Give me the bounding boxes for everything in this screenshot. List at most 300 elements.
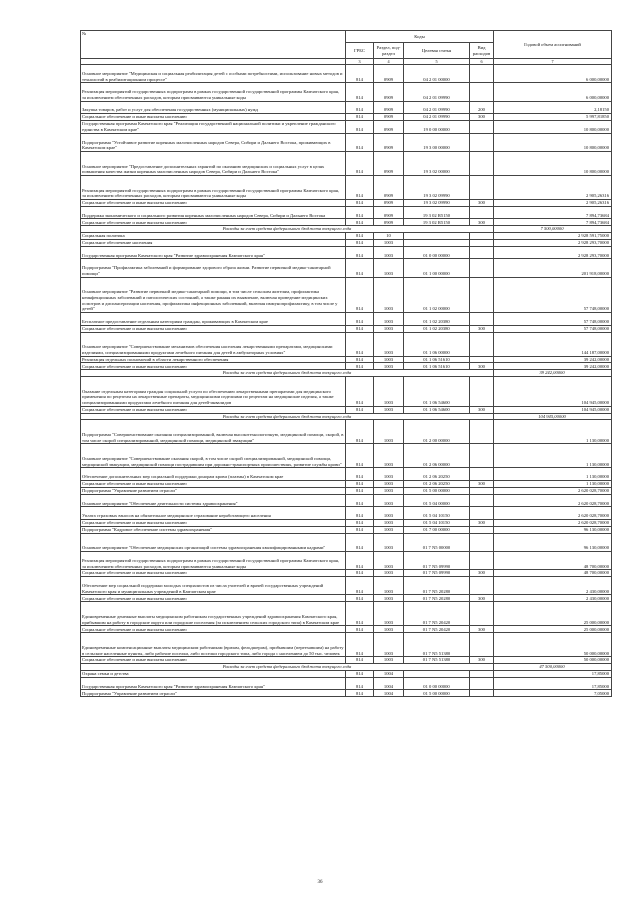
name-cell: Поддержка экономического и социального развития коренных малочисленных народов Севера, Сибири и Дальнего Востока [81,206,346,219]
name-cell: Основное мероприятие "Развитие первичной медико-санитарной помощи, в том числе сельским жителям, профилактика неинфекционных заболеваний и патологических состояний, а также ранняя их выявление, включая проведение медицинских осмотров и диспансеризации населения, профилактика инфекционных заболеваний, включая иммунопрофилактику, в том числе у детей" [81,277,346,312]
name-cell: Социальное обеспечение и иные выплаты населению [81,480,346,487]
section-cell: 1003 [374,657,404,664]
table-row [81,595,612,602]
target-cell: 01 5 00 00000 [404,690,470,697]
target-cell: 04 2 01 09990 [404,83,470,101]
table-row [81,657,612,664]
exptype-cell [470,83,494,101]
grbs-cell: 814 [346,626,374,633]
target-cell: 01 2 06 00000 [404,444,470,468]
exptype-cell [470,677,494,690]
table-row [81,494,612,507]
name-cell: Государственная программа Камчатского края "Развитие здравоохранения Камчатского края" [81,677,346,690]
grbs-cell: 814 [346,677,374,690]
section-cell: 1003 [374,570,404,577]
exptype-cell [470,332,494,356]
table-row [81,633,612,657]
table-row [81,487,612,494]
target-cell: 01 1 02 20380 [404,313,470,326]
exptype-cell [470,356,494,363]
grbs-cell: 814 [346,133,374,151]
section-cell: 1003 [374,494,404,507]
amount-cell: 2 620 028,70000 [494,494,612,507]
grbs-cell: 814 [346,175,374,199]
section-cell: 0909 [374,121,404,134]
section-cell: 1003 [374,526,404,533]
name-cell: Социальное обеспечение и иные выплаты населению [81,570,346,577]
amount-cell: 144 187,00000 [494,332,612,356]
header-section: Раздел, под-раздел [374,43,404,59]
target-cell: 01 1 06 00000 [404,332,470,356]
section-cell: 1003 [374,377,404,407]
amount-cell: 7 894,73684 [494,219,612,226]
section-cell: 1003 [374,480,404,487]
table-row [81,277,612,312]
name-cell: Социальное обеспечение и иные выплаты населению [81,114,346,121]
target-cell: 01 2 06 20250 [404,468,470,481]
exptype-cell [470,507,494,520]
target-cell [404,233,470,240]
name-cell: Социальное обеспечение и иные выплаты населению [81,406,346,413]
target-cell: 01 1 02 00000 [404,277,470,312]
amount-cell: 2 620 028,70000 [494,507,612,520]
name-cell: Основное мероприятие "Медицинская и социальная реабилитация детей с особыми потребностями, использование новых методов и технологий в реабилитационном процессе" [81,65,346,83]
grbs-cell: 814 [346,670,374,677]
amount-cell: 6 000,00000 [494,65,612,83]
exptype-cell [470,246,494,259]
exptype-cell [470,444,494,468]
exptype-cell: 300 [470,657,494,664]
table-row [81,570,612,577]
section-cell: 1003 [374,277,404,312]
table-row [81,121,612,134]
grbs-cell: 814 [346,533,374,551]
exptype-cell [470,690,494,697]
table-row [81,526,612,533]
name-cell: Подпрограмма "Совершенствование оказания специализированной, включая высокотехнологичную, медицинской помощи, скорой, в том числе скорой специализированной, медицинской помощи, медицинской эвакуации" [81,420,346,444]
amount-cell: 104 945,00000 [494,413,612,420]
amount-cell: 96 130,00000 [494,533,612,551]
name-cell: Реализация мероприятий государственных подпрограмм в рамках государственной государственной программы Камчатского края, за исключением обеспеченных расходов, которым присваиваются уникальные коды [81,552,346,570]
table-body [81,59,612,697]
section-cell: 1004 [374,677,404,690]
grbs-cell: 814 [346,332,374,356]
grbs-cell: 814 [346,151,374,175]
target-cell: 01 7 N5 20280 [404,595,470,602]
section-cell: 0909 [374,199,404,206]
target-cell: 19 0 00 00000 [404,121,470,134]
grbs-cell: 814 [346,121,374,134]
name-cell: Реализация мероприятий государственных подпрограмм в рамках государственной государственной программы Камчатского края, за исключением обеспеченных расходов, которым присваиваются уникальные коды [81,175,346,199]
amount-cell: 57 748,00000 [494,325,612,332]
budget-table-sheet [80,30,611,697]
name-cell: Реализация отдельных полномочий в области лекарственного обеспечения [81,356,346,363]
grbs-cell: 814 [346,325,374,332]
header-amount: Годовой объем ассигнований [494,31,612,59]
name-cell: Бесплатное предоставление отдельным категориям граждан, проживающих в Камчатском крае [81,313,346,326]
section-cell: 0909 [374,114,404,121]
section-cell: 1003 [374,313,404,326]
grbs-cell: 814 [346,519,374,526]
target-cell: 01 7 N5 51380 [404,633,470,657]
amount-cell: 57 748,00000 [494,313,612,326]
name-cell: Социальное обеспечение и иные выплаты населению [81,219,346,226]
name-cell: Социальное обеспечение населения [81,239,346,246]
col-number-cell: 3 [346,59,374,65]
exptype-cell [470,602,494,626]
table-row [81,377,612,407]
table-row [81,552,612,570]
budget-table [80,30,612,697]
note-text: Расходы за счет средств федерального бюджета текущего года [81,664,494,671]
target-cell [404,670,470,677]
name-cell: Подпрограмма "Кадровое обеспечение системы здравоохранения" [81,526,346,533]
table-row [81,690,612,697]
section-cell: 1003 [374,577,404,595]
table-row [81,83,612,101]
amount-cell: 2 905,26316 [494,175,612,199]
header-num: № [81,31,346,59]
target-cell: 01 5 04 10150 [404,519,470,526]
target-cell: 01 1 06 54600 [404,377,470,407]
target-cell [404,239,470,246]
header-grbs: ГРБС [346,43,374,59]
table-row [81,677,612,690]
grbs-cell: 814 [346,239,374,246]
exptype-cell: 300 [470,480,494,487]
section-cell: 1003 [374,356,404,363]
section-cell: 0909 [374,133,404,151]
amount-cell: 2 905,26316 [494,199,612,206]
grbs-cell: 814 [346,313,374,326]
amount-cell: 2 430,00000 [494,577,612,595]
amount-cell: 25 000,00000 [494,626,612,633]
amount-cell: 96 130,00000 [494,526,612,533]
grbs-cell: 814 [346,114,374,121]
target-cell: 01 5 04 00000 [404,494,470,507]
target-cell: 01 7 N5 20280 [404,577,470,595]
grbs-cell: 814 [346,65,374,83]
name-cell: Государственная программа Камчатского края "Реализация государственной национальной политики и укрепление гражданского единства в Камчатском крае" [81,121,346,134]
section-cell: 1003 [374,363,404,370]
exptype-cell [470,233,494,240]
name-cell: Социальное обеспечение и иные выплаты населению [81,626,346,633]
table-row [81,670,612,677]
amount-cell: 1 130,00000 [494,444,612,468]
target-cell: 04 2 01 00000 [404,65,470,83]
amount-cell: 39 242,00000 [494,363,612,370]
table-row [81,65,612,83]
grbs-cell: 814 [346,233,374,240]
amount-cell: 50 000,00000 [494,633,612,657]
section-cell: 1003 [374,420,404,444]
exptype-cell [470,259,494,277]
table-row [81,219,612,226]
section-cell: 1003 [374,626,404,633]
exptype-cell [470,121,494,134]
target-cell: 01 7 N5 09990 [404,552,470,570]
amount-cell: 104 945,00000 [494,377,612,407]
target-cell: 04 2 01 09990 [404,101,470,114]
grbs-cell: 814 [346,507,374,520]
target-cell: 01 5 00 00000 [404,487,470,494]
exptype-cell: 200 [470,101,494,114]
name-cell: Реализация мероприятий государственных подпрограмм в рамках государственной государственной программы Камчатского края, за исключением обеспеченных расходов, которым присваиваются уникальные коды [81,83,346,101]
exptype-cell [470,277,494,312]
header-target: Целевая статья [404,43,470,59]
table-row [81,356,612,363]
grbs-cell: 814 [346,420,374,444]
section-cell: 1003 [374,239,404,246]
table-row [81,420,612,444]
name-cell: Социальное обеспечение и иные выплаты населению [81,657,346,664]
section-cell: 1003 [374,468,404,481]
table-row [81,577,612,595]
amount-cell: 47 500,00000 [494,664,612,671]
amount-cell: 104 945,00000 [494,406,612,413]
name-cell: Закупка товаров, работ и услуг для обеспечения государственных (муниципальных) нужд [81,101,346,114]
table-row [81,239,612,246]
amount-cell: 1 130,00000 [494,420,612,444]
target-cell: 04 2 01 09990 [404,114,470,121]
name-cell: Социальное обеспечение и иные выплаты населению [81,519,346,526]
note-text: Расходы за счет средств федерального бюджета текущего года [81,226,494,233]
exptype-cell [470,577,494,595]
amount-cell: 7,05000 [494,690,612,697]
grbs-cell: 814 [346,101,374,114]
section-cell: 1003 [374,533,404,551]
amount-cell: 50 000,00000 [494,657,612,664]
exptype-cell [470,377,494,407]
grbs-cell: 814 [346,633,374,657]
grbs-cell: 814 [346,494,374,507]
name-cell: Охрана семьи и детства [81,670,346,677]
name-cell: Основное мероприятие "Совершенствование оказания скорой, в том числе скорой специализированной, медицинской помощи, медицинской эвакуации, медицинской помощи пострадавшим при дорожно-транспортных происшествиях, развитие службы крови" [81,444,346,468]
target-cell: 01 1 06 51610 [404,363,470,370]
section-cell: 1004 [374,670,404,677]
table-row [81,325,612,332]
table-row [81,602,612,626]
section-cell: 1003 [374,633,404,657]
amount-cell: 39 242,00000 [494,356,612,363]
grbs-cell: 814 [346,83,374,101]
federal-funds-note-row [81,226,612,233]
exptype-cell: 300 [470,219,494,226]
grbs-cell: 814 [346,690,374,697]
section-cell: 0909 [374,206,404,219]
table-row [81,406,612,413]
exptype-cell [470,468,494,481]
amount-cell: 48 700,00000 [494,552,612,570]
grbs-cell: 814 [346,487,374,494]
exptype-cell [470,552,494,570]
target-cell: 01 2 00 00000 [404,420,470,444]
target-cell: 01 1 06 54600 [404,406,470,413]
target-cell: 01 7 N5 51380 [404,657,470,664]
col-number-cell: 4 [374,59,404,65]
exptype-cell [470,151,494,175]
amount-cell: 25 000,00000 [494,602,612,626]
grbs-cell: 814 [346,206,374,219]
amount-cell: 17,85000 [494,677,612,690]
amount-cell: 57 748,00000 [494,277,612,312]
amount-cell: 39 242,00000 [494,370,612,377]
grbs-cell: 814 [346,356,374,363]
amount-cell: 201 918,00000 [494,259,612,277]
name-cell: Государственная программа Камчатского края "Развитие здравоохранения Камчатского края" [81,246,346,259]
amount-cell: 2 928 293,70000 [494,246,612,259]
table-row [81,507,612,520]
col-number-cell: 6 [470,59,494,65]
grbs-cell: 814 [346,259,374,277]
table-row [81,114,612,121]
amount-cell: 5 997,81850 [494,114,612,121]
header-exptype: Вид расходов [470,43,494,59]
exptype-cell: 300 [470,114,494,121]
target-cell: 19 3 02 09990 [404,199,470,206]
amount-cell: 6 000,00000 [494,83,612,101]
table-row [81,246,612,259]
federal-funds-note-row [81,370,612,377]
table-row [81,313,612,326]
exptype-cell [470,633,494,657]
col-number-cell: 5 [404,59,470,65]
name-cell: Подпрограмма "Управление развитием отрасли" [81,487,346,494]
grbs-cell: 814 [346,219,374,226]
name-cell: Единовременные компенсационные выплаты медицинским работникам (врачам, фельдшерам), прибывшим (переехавшим) на работу в сельские населенные пункты, либо рабочие поселки, либо поселки городского типа, либо города с населением до 50 тыс. человек [81,633,346,657]
exptype-cell [470,239,494,246]
amount-cell: 2 430,00000 [494,595,612,602]
table-row [81,199,612,206]
name-cell: Уплата страховых взносов на обязательное медицинское страхование неработающего населения [81,507,346,520]
grbs-cell: 814 [346,406,374,413]
exptype-cell: 300 [470,363,494,370]
table-row [81,533,612,551]
table-row [81,175,612,199]
amount-cell: 2 620 028,70000 [494,519,612,526]
name-cell: Социальное обеспечение и иные выплаты населению [81,325,346,332]
section-cell: 1003 [374,325,404,332]
amount-cell: 2 928 591,75000 [494,233,612,240]
grbs-cell: 814 [346,602,374,626]
header-codes: Коды [346,31,494,43]
table-row [81,444,612,468]
amount-cell: 17,85000 [494,670,612,677]
exptype-cell [470,487,494,494]
section-cell: 1003 [374,507,404,520]
grbs-cell: 814 [346,377,374,407]
amount-cell: 1 130,00000 [494,468,612,481]
grbs-cell: 814 [346,199,374,206]
grbs-cell: 814 [346,657,374,664]
target-cell: 01 7 N5 09990 [404,570,470,577]
name-cell: Подпрограмма "Управление развитием отрасли" [81,690,346,697]
name-cell: Единовременные денежные выплаты медицинским работникам государственных учреждений здравоохранения Камчатского края, прибывшим на работу в городские округа или городские поселения (за исключением сельских городского типа) в Камчатском крае [81,602,346,626]
exptype-cell [470,133,494,151]
exptype-cell: 300 [470,406,494,413]
table-row [81,626,612,633]
target-cell: 01 0 00 00000 [404,246,470,259]
name-cell: Основное мероприятие "Обеспечение деятельности системы здравоохранения" [81,494,346,507]
table-row [81,519,612,526]
table-row [81,233,612,240]
target-cell: 01 7 N5 20420 [404,602,470,626]
federal-funds-note-row [81,664,612,671]
section-cell: 1004 [374,690,404,697]
section-cell: 1003 [374,406,404,413]
target-cell: 01 1 02 20380 [404,325,470,332]
section-cell: 0909 [374,151,404,175]
name-cell: Подпрограмма "Профилактика заболеваний и формирование здорового образа жизни. Развитие первичной медико-санитарной помощи" [81,259,346,277]
table-row [81,101,612,114]
amount-cell: 48 700,00000 [494,570,612,577]
grbs-cell: 814 [346,552,374,570]
table-row [81,151,612,175]
exptype-cell [470,526,494,533]
grbs-cell: 814 [346,480,374,487]
target-cell: 19 3 00 00000 [404,133,470,151]
page-number: 36 [317,880,323,885]
target-cell: 19 3 02 00000 [404,151,470,175]
exptype-cell [470,175,494,199]
amount-cell: 1 130,00000 [494,480,612,487]
exptype-cell: 300 [470,199,494,206]
name-cell: Основное мероприятие "Совершенствование механизмов обеспечения населения лекарственными препаратами, медицинскими изделиями, специализированными продуктами лечебного питания для детей в амбулаторных условиях" [81,332,346,356]
target-cell: 01 5 04 10150 [404,507,470,520]
section-cell: 0909 [374,83,404,101]
section-cell: 0909 [374,219,404,226]
table-row [81,332,612,356]
target-cell: 19 3 02 R5150 [404,219,470,226]
target-cell: 01 1 00 00000 [404,259,470,277]
amount-cell: 10 800,00000 [494,121,612,134]
target-cell: 01 7 N5 20420 [404,626,470,633]
name-cell: Социальное обеспечение и иные выплаты населению [81,595,346,602]
table-row [81,259,612,277]
name-cell: Социальная политика [81,233,346,240]
target-cell: 19 3 02 09990 [404,175,470,199]
section-cell: 10 [374,233,404,240]
name-cell: Социальное обеспечение и иные выплаты населению [81,363,346,370]
name-cell: Основное мероприятие "Предоставление дополнительных гарантий по оказанию медицинских и социальных услуг в целях повышения качества жизни коренных малочисленных народов Севера, Сибири и Дальнего Востока" [81,151,346,175]
grbs-cell: 814 [346,595,374,602]
exptype-cell [470,533,494,551]
section-cell: 0909 [374,175,404,199]
name-cell: Основное мероприятие "Обеспечение медицинских организаций системы здравоохранения квалифицированными кадрами" [81,533,346,551]
target-cell: 01 1 06 51610 [404,356,470,363]
note-text: Расходы за счет средств федерального бюджета текущего года [81,370,494,377]
note-text: Расходы за счет средств федерального бюджета текущего года [81,413,494,420]
section-cell: 0909 [374,65,404,83]
section-cell: 1003 [374,246,404,259]
grbs-cell: 814 [346,444,374,468]
name-cell: Подпрограмма "Устойчивое развитие коренных малочисленных народов Севера, Сибири и Дальнего Востока, проживающих в Камчатском крае" [81,133,346,151]
exptype-cell [470,206,494,219]
name-cell: Оказание отдельным категориям граждан социальной услуги по обеспечению лекарственными препаратами для медицинского применения по рецептам на лекарственные препараты, медицинскими изделиями по рецептам на медицинские изделия, а также специализированными продуктами лечебного питания для детей-инвалидов [81,377,346,407]
exptype-cell: 300 [470,519,494,526]
table-row [81,480,612,487]
exptype-cell [470,65,494,83]
section-cell: 0909 [374,101,404,114]
section-cell: 1003 [374,487,404,494]
section-cell: 1003 [374,595,404,602]
amount-cell: 7 894,73684 [494,206,612,219]
exptype-cell [470,420,494,444]
amount-cell: 10 800,00000 [494,133,612,151]
amount-cell: 7 500,00000 [494,226,612,233]
section-cell: 1003 [374,444,404,468]
target-cell: 01 2 06 20250 [404,480,470,487]
